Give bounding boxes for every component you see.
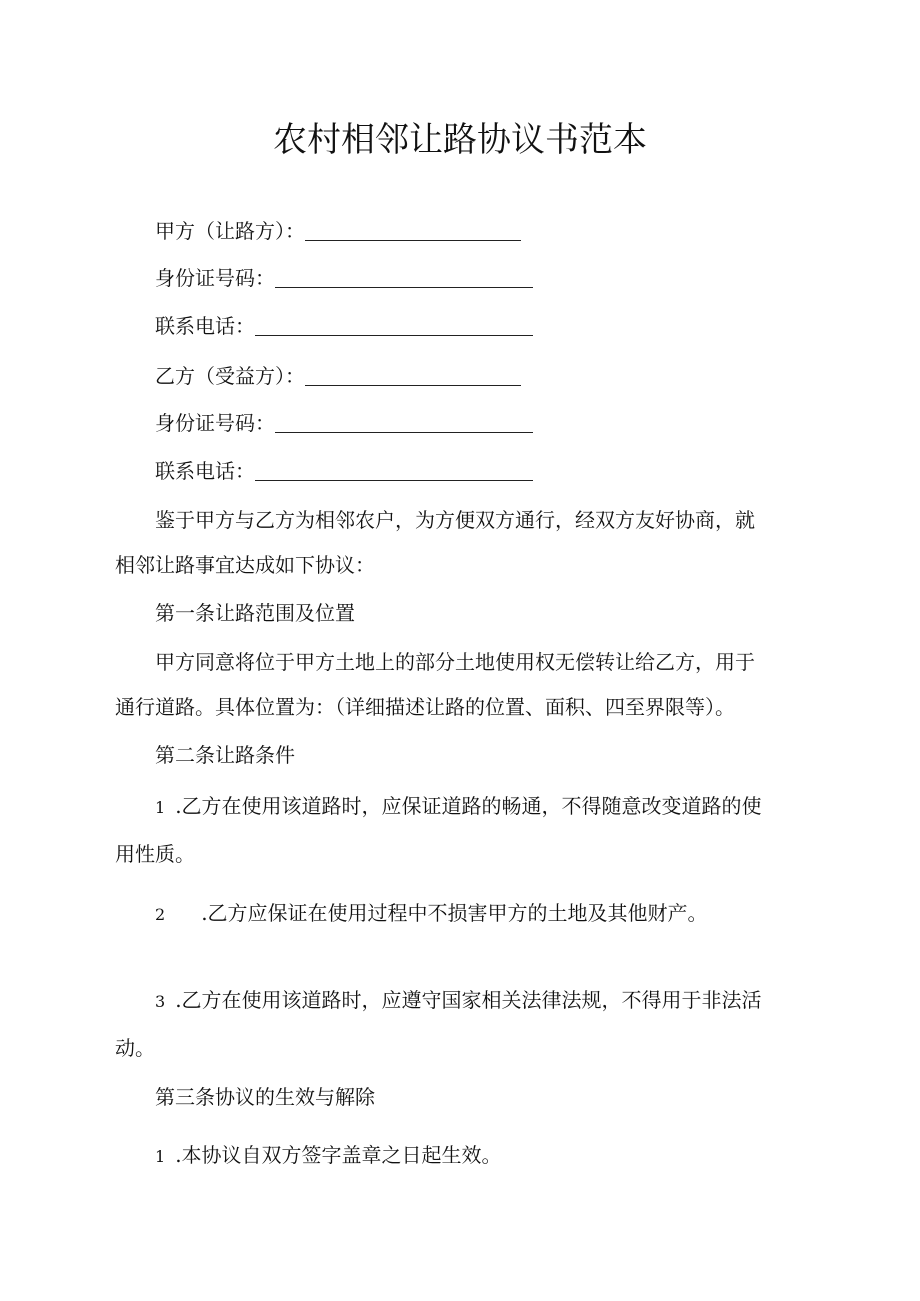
article-1-line-2: 通行道路。具体位置为：（详细描述让路的位置、面积、四至界限等）。 bbox=[115, 695, 735, 719]
party-b-id-label: 身份证号码： bbox=[155, 411, 275, 435]
party-a-phone-label: 联系电话： bbox=[155, 314, 255, 338]
party-b-phone-field bbox=[155, 456, 533, 486]
party-b-id-blank[interactable] bbox=[275, 431, 533, 433]
article-2-item-2 bbox=[155, 898, 708, 930]
item-text: .乙方在使用该道路时，应遵守国家相关法律法规，不得用于非法活 bbox=[175, 988, 762, 1012]
document-title: 农村相邻让路协议书范本 bbox=[273, 120, 647, 160]
item-number: 3 bbox=[155, 992, 166, 1011]
item-number: 1 bbox=[155, 1147, 166, 1166]
preamble-line-1: 鉴于甲方与乙方为相邻农户，为方便双方通行，经双方友好协商，就 bbox=[155, 508, 755, 532]
item-number: 2 bbox=[155, 905, 166, 924]
item-text: .乙方应保证在使用过程中不损害甲方的土地及其他财产。 bbox=[201, 901, 708, 925]
preamble-line-2: 相邻让路事宜达成如下协议： bbox=[115, 553, 375, 577]
party-a-phone-blank[interactable] bbox=[255, 334, 533, 336]
party-a-id-label: 身份证号码： bbox=[155, 266, 275, 290]
article-3-heading: 第三条协议的生效与解除 bbox=[155, 1085, 375, 1109]
party-a-id-blank[interactable] bbox=[275, 286, 533, 288]
party-a-label: 甲方（让路方）： bbox=[155, 219, 305, 243]
party-a-field bbox=[155, 216, 521, 246]
article-2-item-3-line-1 bbox=[155, 985, 762, 1017]
article-2-item-1-line-1 bbox=[155, 791, 762, 823]
party-b-phone-label: 联系电话： bbox=[155, 459, 255, 483]
party-b-field bbox=[155, 361, 521, 391]
party-b-phone-blank[interactable] bbox=[255, 479, 533, 481]
article-2-item-1-line-2: 用性质。 bbox=[115, 842, 195, 866]
article-1-line-1: 甲方同意将位于甲方土地上的部分土地使用权无偿转让给乙方，用于 bbox=[155, 650, 755, 674]
article-3-item-1 bbox=[155, 1140, 502, 1172]
item-text: .乙方在使用该道路时，应保证道路的畅通，不得随意改变道路的使 bbox=[175, 794, 762, 818]
party-a-blank[interactable] bbox=[305, 239, 521, 241]
party-a-id-field bbox=[155, 263, 533, 293]
item-text: .本协议自双方签字盖章之日起生效。 bbox=[175, 1143, 502, 1167]
party-b-label: 乙方（受益方）： bbox=[155, 364, 305, 388]
article-2-heading: 第二条让路条件 bbox=[155, 743, 295, 767]
item-number: 1 bbox=[155, 798, 166, 817]
article-1-heading: 第一条让路范围及位置 bbox=[155, 601, 355, 625]
article-2-item-3-line-2: 动。 bbox=[115, 1036, 155, 1060]
party-b-blank[interactable] bbox=[305, 384, 521, 386]
party-b-id-field bbox=[155, 408, 533, 438]
party-a-phone-field bbox=[155, 311, 533, 341]
